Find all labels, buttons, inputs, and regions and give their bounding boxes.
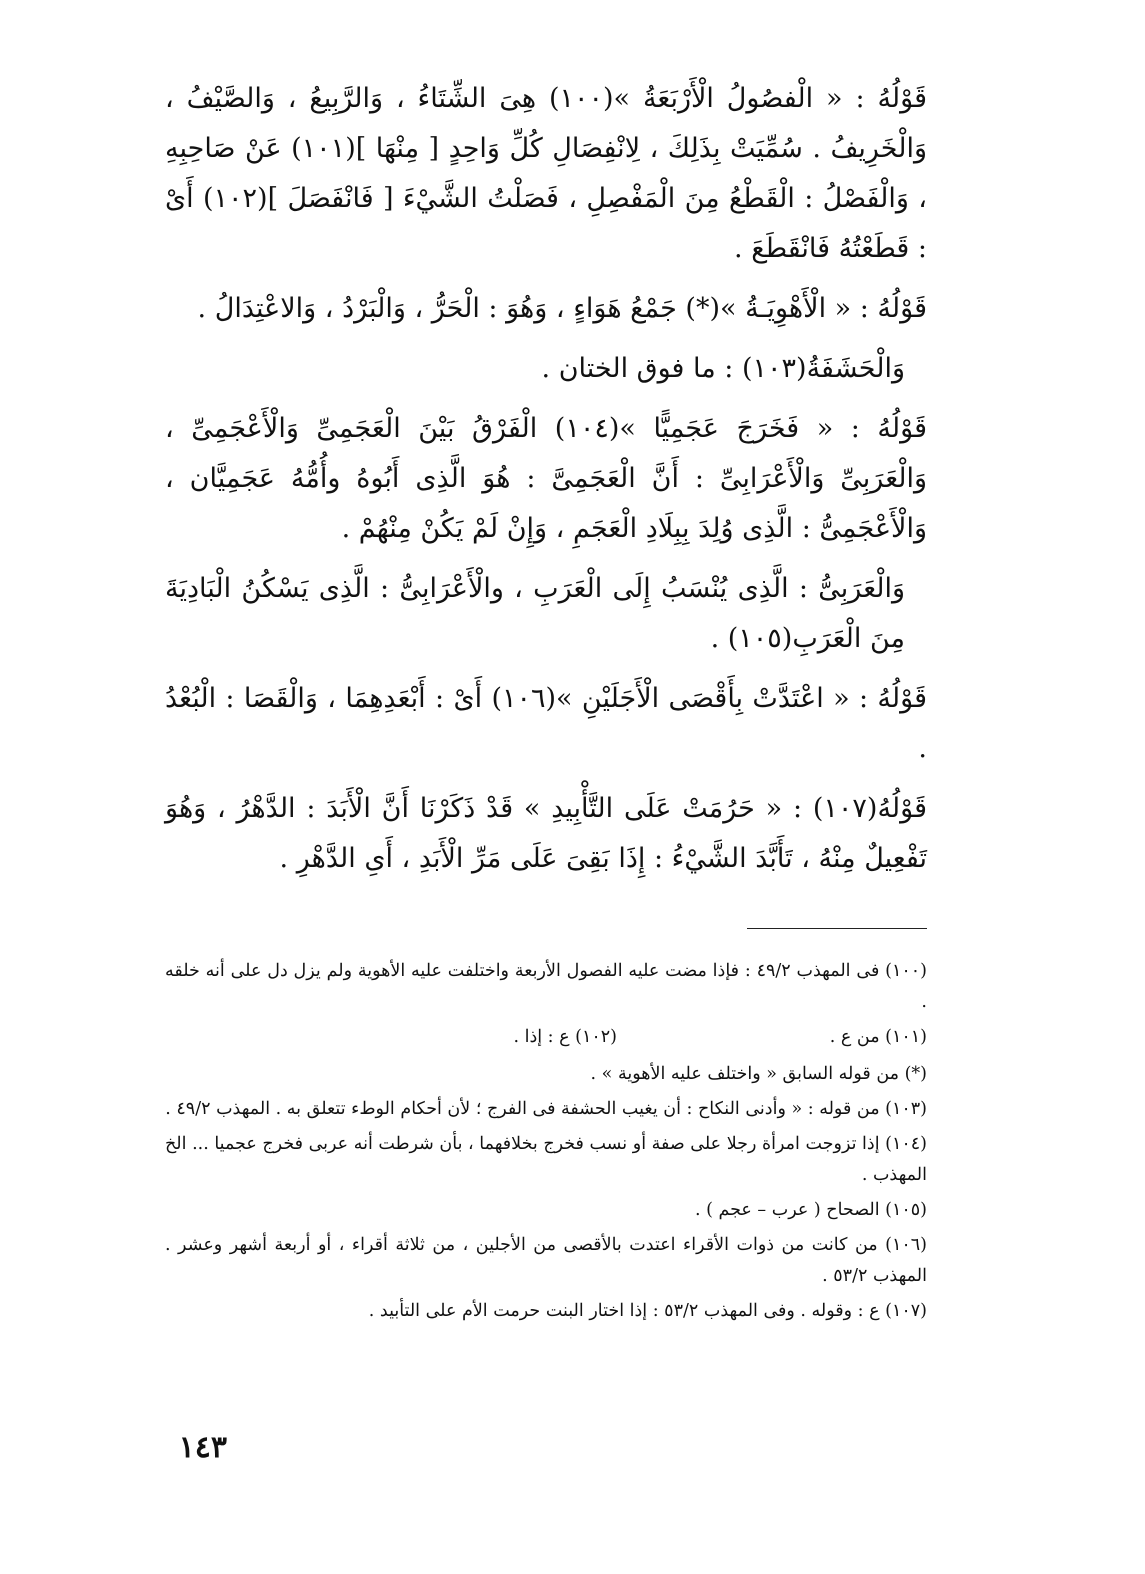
footnote-103: (١٠٣) من قوله : « وأدنى النكاح : أن يغيب الحشفة فى الفرج ؛ لأن أحكام الوطء تتعلق به . المهذب ٤٩/٢ . — [165, 1099, 927, 1119]
footnote-104: (١٠٤) إذا تزوجت امرأة رجلا على صفة أو نسب فخرج بخلافهما ، بأن شرطت أنه عربى فخرج عجميا ... الخ المهذب . — [165, 1134, 927, 1185]
footnote-100: (١٠٠) فى المهذب ٤٩/٢ : فإذا مضت عليه الفصول الأربعة واختلفت عليه الأهوية ولم يزل دل على أنه خلقه . — [165, 961, 927, 1012]
footnote-101: (١٠١) من ع . — [829, 1027, 927, 1047]
footnote-star: (*) من قوله السابق « واختلف عليه الأهوية » . — [590, 1064, 927, 1084]
paragraph-hashafa: وَالْحَشَفَةُ(١٠٣) : ما فوق الختان . — [541, 353, 905, 384]
paragraph-ajalayn: قَوْلُهُ : « اعْتَدَّتْ بِأَقْصَى الْأَجَلَيْنِ »(١٠٦) أَىْ : أَبْعَدِهِمَا ، وَالْقَصَا : الْبُعْدُ . — [165, 683, 927, 764]
paragraph-tabid: قَوْلُهُ(١٠٧) : « حَرُمَتْ عَلَى التَّأْبِيدِ » قَدْ ذَكَرْنَا أَنَّ الْأَبَدَ : الدَّهْرُ ، وَهُوَ تَفْعِيلٌ مِنْهُ ، تَأَبَّدَ الشَّيْءُ : إِذَا بَقِىَ عَلَى مَرِّ الْأَبَدِ ، أَىِ الدَّهْرِ . — [165, 793, 927, 874]
paragraph-arabi: وَالْعَرَبِىُّ : الَّذِى يُنْسَبُ إِلَى الْعَرَبِ ، والْأَعْرَابِىُّ : الَّذِى يَسْكُنُ الْبَادِيَةَ مِنَ الْعَرَبِ(١٠٥) . — [165, 573, 905, 654]
page-number: ١٤٣ — [178, 1430, 227, 1465]
main-text-body — [165, 74, 927, 894]
footnote-105: (١٠٥) الصحاح ( عرب – عجم ) . — [694, 1200, 927, 1220]
footnote-separator — [747, 928, 927, 929]
paragraph-fusul: قَوْلُهُ : « الْفصُولُ الْأَرْبَعَةُ »(١٠٠) هِىَ الشِّتَاءُ ، وَالرَّبِيعُ ، وَالصَّيْفُ ، وَالْخَرِيفُ . سُمِّيَتْ بِذَلِكَ ، لِانْفِصَالِ كُلِّ وَاحِدٍ [ مِنْهَا ](١٠١) عَنْ صَاحِبِهِ ، وَالْفَصْلُ : الْقَطْعُ مِنَ الْمَفْصِلِ ، فَصَلْتُ الشَّيْءَ [ فَانْفَصَلَ ](١٠٢) أَىْ : قَطَعْتُهُ فَانْقَطَعَ . — [165, 83, 927, 264]
paragraph-ahwiya: قَوْلُهُ : « الْأَهْوِيَـةُ »(*) جَمْعُ هَوَاءٍ ، وَهُوَ : الْحَرُّ ، وَالْبَرْدُ ، وَالاعْتِدَالُ . — [197, 293, 927, 324]
paragraph-ajami: قَوْلُهُ : « فَخَرَجَ عَجَمِيًّا »(١٠٤) الْفَرْقُ بَيْنَ الْعَجَمِىِّ وَالْأَعْجَمِىِّ ، وَالْعَرَبِىِّ وَالْأَعْرَابِىِّ : أَنَّ الْعَجَمِىَّ : هُوَ الَّذِى أَبُوهُ وأُمُّهُ عَجَمِيَّان ، وَالْأَعْجَمِىُّ : الَّذِى وُلِدَ بِبِلَادِ الْعَجَمِ ، وَإِنْ لَمْ يَكُنْ مِنْهُمْ . — [165, 413, 927, 544]
footnote-107: (١٠٧) ع : وقوله . وفى المهذب ٥٣/٢ : إذا اختار البنت حرمت الأم على التأبيد . — [368, 1301, 927, 1321]
footnote-106: (١٠٦) من كانت من ذوات الأقراء اعتدت بالأقصى من الأجلين ، من ثلاثة أقراء ، أو أربعة أشهر وعشر . المهذب ٥٣/٢ . — [165, 1235, 927, 1286]
footnote-102: (١٠٢) ع : إذا . — [513, 1027, 617, 1047]
footnotes-section — [165, 956, 927, 1331]
footnote-row-101-102 — [165, 1022, 927, 1053]
